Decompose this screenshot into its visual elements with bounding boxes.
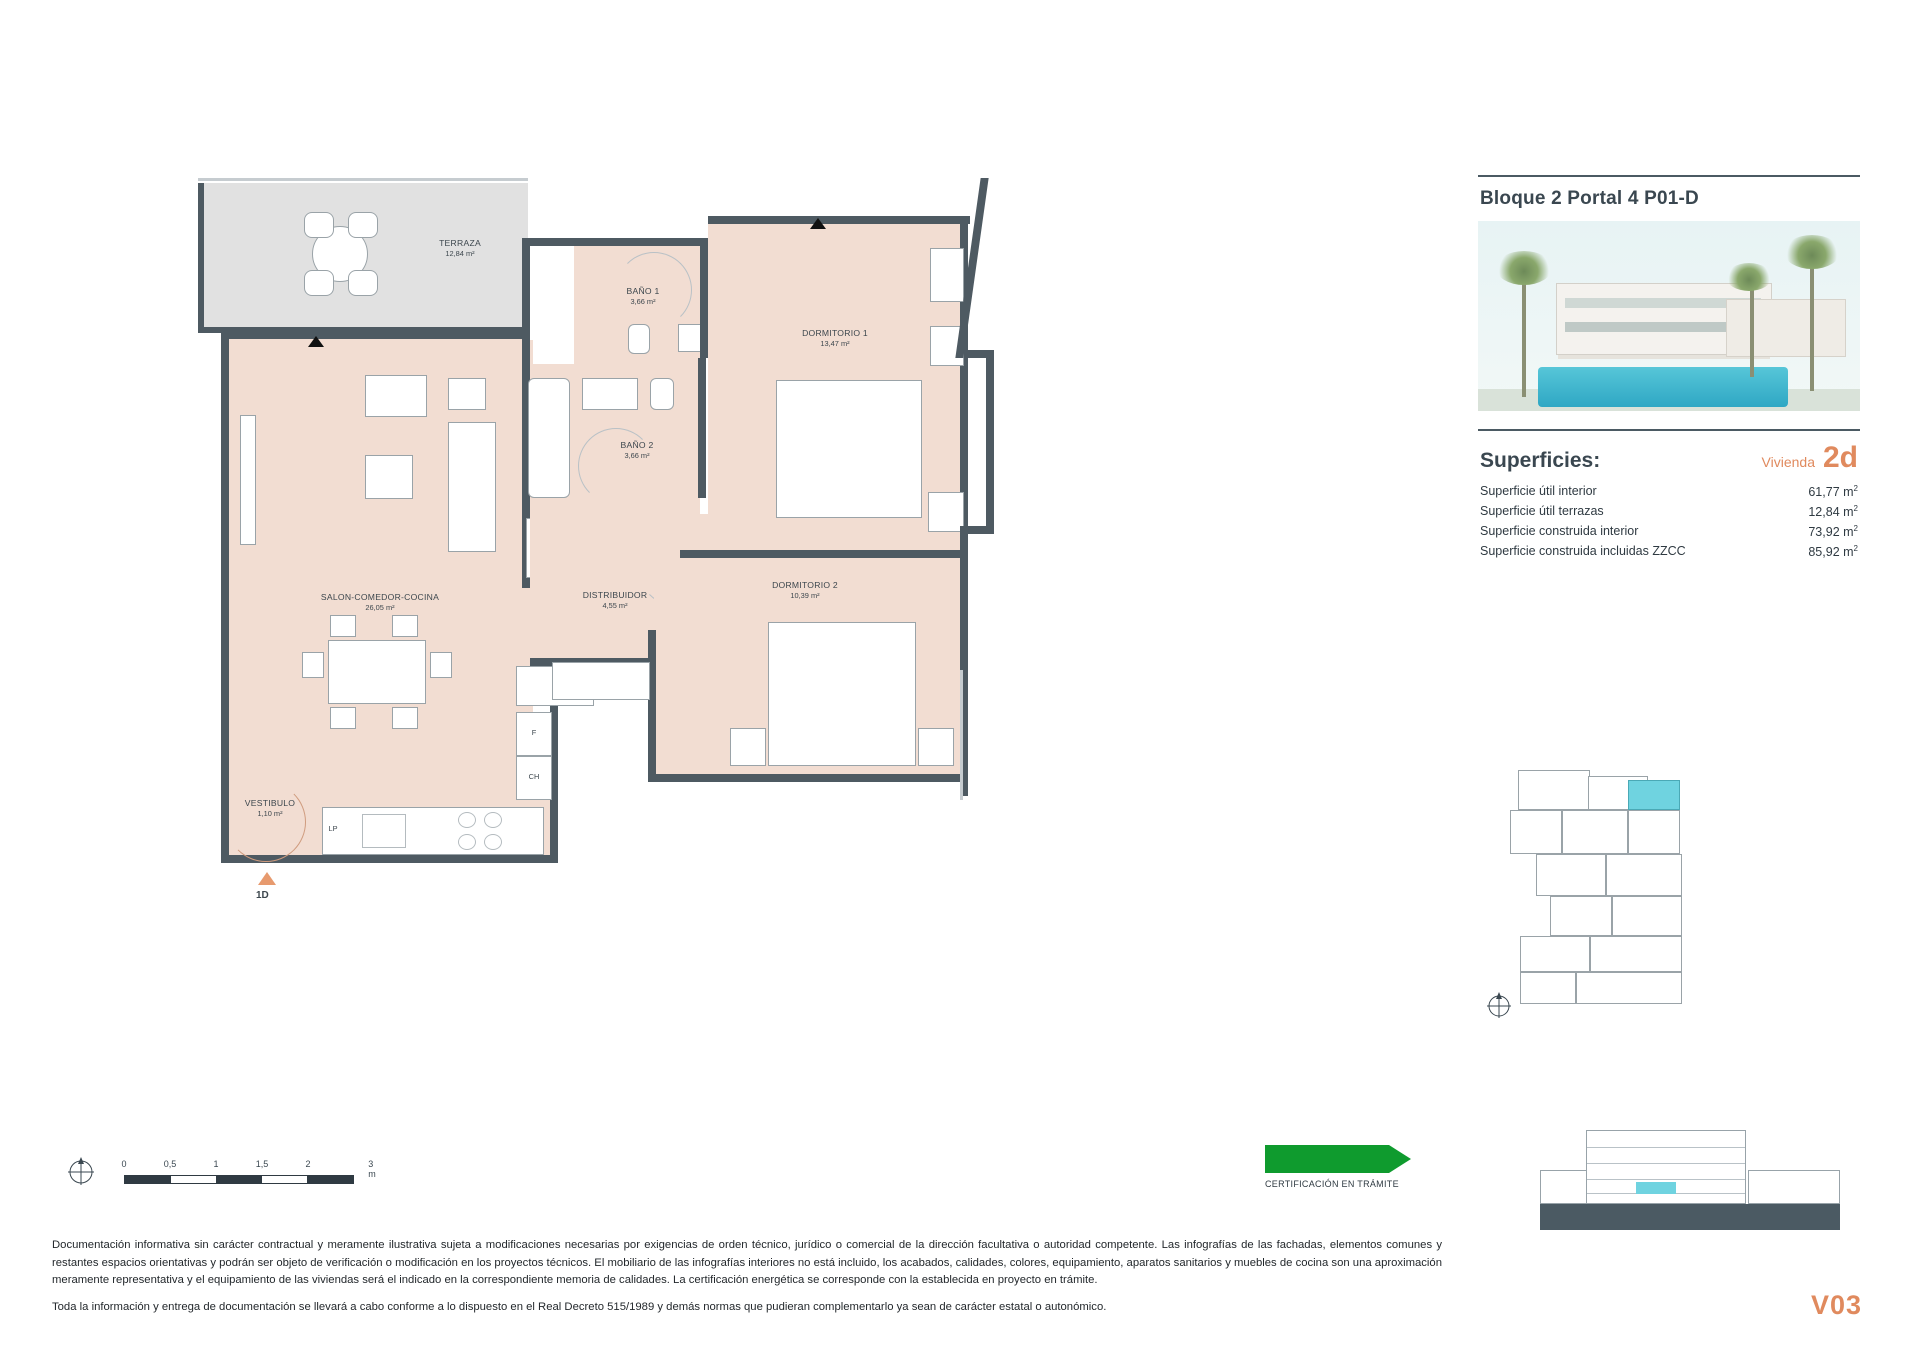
surface-label: Superficie construida interior xyxy=(1480,523,1639,538)
toilet-bano2 xyxy=(650,378,674,410)
toilet-bano1 xyxy=(628,324,650,354)
bath-window-niche xyxy=(530,250,570,340)
dining-chair xyxy=(330,707,356,729)
key-plan-block xyxy=(1520,972,1576,1004)
vivienda-label: Vivienda xyxy=(1761,454,1815,470)
nightstand xyxy=(930,248,964,302)
door-swing-bano1 xyxy=(616,252,692,328)
key-plan-block xyxy=(1536,854,1606,896)
room-label-bano1: BAÑO 1 3,66 m² xyxy=(626,286,660,306)
key-plan-block xyxy=(1520,936,1590,972)
legal-disclaimer xyxy=(52,1237,1442,1325)
elevation-wing-right xyxy=(1748,1170,1840,1204)
wall-outer-right-lower xyxy=(986,350,994,532)
disclaimer-paragraph-2: Toda la información y entrega de documentación se llevará a cabo conforme a lo dispuesto en el Real Decreto 515/1989 y demás normas que pudieran complementarlo ya sean de carácter estatal o autonómico. xyxy=(52,1300,1107,1313)
scale-tick: 2 xyxy=(305,1159,311,1169)
dining-chair xyxy=(392,707,418,729)
scale-segment xyxy=(308,1176,353,1183)
wall-core-right2 xyxy=(698,358,706,498)
entrance-label: 1D xyxy=(256,890,269,901)
surface-value: 12,84 $m^2$ xyxy=(1808,503,1858,519)
coffee-table xyxy=(240,415,256,545)
elevation-wing-left xyxy=(1540,1170,1588,1204)
surface-row xyxy=(1478,541,1860,561)
elevation-ground xyxy=(1540,1204,1840,1230)
surface-row xyxy=(1478,481,1860,501)
scale-segment xyxy=(171,1176,217,1183)
vivienda-code: 2d xyxy=(1822,441,1858,474)
sheet-code: V03 xyxy=(1810,1290,1862,1320)
kitchen-hob-burner xyxy=(458,834,476,850)
wardrobe-dorm2 xyxy=(552,662,650,700)
wall-dorm2-bottom xyxy=(648,774,968,782)
appliance-ch-label: CH xyxy=(528,772,540,781)
bed-dorm1 xyxy=(776,380,922,518)
room-label-dorm1: DORMITORIO 1 13,47 m² xyxy=(802,328,868,348)
key-plan-block xyxy=(1606,854,1682,896)
kitchen-counter xyxy=(322,807,544,855)
sofa xyxy=(448,378,486,410)
wall-dorm2-left xyxy=(648,630,656,780)
nightstand xyxy=(730,728,766,766)
sofa-long xyxy=(448,422,496,552)
key-plan-block xyxy=(1518,770,1590,810)
certification-block xyxy=(1265,1145,1435,1201)
key-plan-block xyxy=(1628,810,1680,854)
room-label-distribuidor: DISTRIBUIDOR 4,55 m² xyxy=(582,590,648,610)
kitchen-hob-burner xyxy=(484,812,502,828)
scale-bar-graphic xyxy=(124,1175,354,1184)
key-plan-highlight xyxy=(1628,780,1680,810)
certification-label: CERTIFICACIÓN EN TRÁMITE xyxy=(1265,1179,1399,1189)
floor-plan xyxy=(230,200,1260,1090)
key-plan-block xyxy=(1510,810,1562,854)
room-label-bano2: BAÑO 2 3,66 m² xyxy=(620,440,654,460)
scale-segment xyxy=(262,1176,308,1183)
washbasin-bano2 xyxy=(582,378,638,410)
wall-dorm1-bottom xyxy=(680,550,968,558)
window-direction-marker-living xyxy=(308,336,324,347)
appliance-f-label: F xyxy=(531,728,537,737)
window-direction-marker-dorm1 xyxy=(810,218,826,229)
surface-label: Superficie útil interior xyxy=(1480,483,1597,498)
surface-row xyxy=(1478,521,1860,541)
terrace-chair xyxy=(304,270,334,296)
room-label-vestibulo: VESTIBULO 1,10 m² xyxy=(244,798,296,818)
terrace-wall-left xyxy=(198,183,204,333)
wall-kitchen-right xyxy=(550,800,558,863)
energy-rating-arrow-icon xyxy=(1265,1145,1389,1173)
door-swing-bano2 xyxy=(578,428,654,504)
disclaimer-paragraph-1: Documentación informativa sin carácter contractual y meramente ilustrativa sujeta a modificaciones necesarias por exigencias de orden técnico, jurídico o comercial de la dirección facultativa o autoridad competente. Las infografías de las fachadas, elementos comunes y restantes espacios orientativas y podrán ser objeto de verificación o modificación en los proyectos técnicos. El mobiliario de las infografías interiores no está incluido, los acabados, calidades, colores, equipamiento, aparatos sanitarios y muebles de cocina son una aproximación meramente representativa y el equipamiento de las viviendas será el indicado en la correspondiente memoria de calidades. La certificación energética se corresponde con la establecida en proyecto en trámite. xyxy=(52,1239,1442,1286)
key-plan-block xyxy=(1550,896,1612,936)
surface-label: Superficie útil terrazas xyxy=(1480,503,1604,518)
dining-chair xyxy=(430,652,452,678)
wall-dorm1-top xyxy=(708,216,970,224)
scale-segment xyxy=(217,1176,263,1183)
scale-tick: 3 m xyxy=(368,1159,376,1179)
scale-tick: 0 xyxy=(121,1159,127,1169)
facade-line-right xyxy=(960,670,963,800)
scale-tick: 0,5 xyxy=(163,1159,177,1169)
scale-bar xyxy=(64,1145,404,1197)
dining-chair xyxy=(302,652,324,678)
bed-dorm2 xyxy=(768,622,916,766)
kitchen-hob-burner xyxy=(458,812,476,828)
terrace-chair xyxy=(348,212,378,238)
bathtub xyxy=(528,378,570,498)
room-label-terraza: TERRAZA 12,84 m² xyxy=(439,238,481,258)
superficies-title: Superficies: xyxy=(1480,449,1601,472)
room-label-salon: SALON-COMEDOR-COCINA 26,05 m² xyxy=(320,592,440,612)
key-plan xyxy=(1510,770,1860,1030)
vivienda-badge xyxy=(1762,443,1858,473)
kitchen-sink xyxy=(362,814,406,848)
scale-tick: 1,5 xyxy=(255,1159,269,1169)
door-swing-entrance xyxy=(226,782,306,862)
dining-table xyxy=(328,640,426,704)
armchair xyxy=(365,455,413,499)
kitchen-hob-burner xyxy=(484,834,502,850)
nightstand xyxy=(918,728,954,766)
render-building-side xyxy=(1726,299,1846,357)
page-title: Bloque 2 Portal 4 P01-D xyxy=(1480,188,1699,209)
terrace-chair xyxy=(304,212,334,238)
elevation-floor-line xyxy=(1587,1163,1745,1164)
sideboard xyxy=(365,375,427,417)
wardrobe-dorm1 xyxy=(928,492,964,532)
surface-row xyxy=(1478,501,1860,521)
key-plan-block xyxy=(1576,972,1682,1004)
building-render-image xyxy=(1478,221,1860,411)
surface-value: 73,92 $m^2$ xyxy=(1808,523,1858,539)
superficies-header xyxy=(1478,431,1860,481)
appliance-lp: LP xyxy=(328,824,338,833)
room-label-dorm2: DORMITORIO 2 10,39 m² xyxy=(772,580,838,600)
surface-value: 61,77 $m^2$ xyxy=(1808,483,1858,499)
surface-label: Superficie construida incluidas ZZCC xyxy=(1480,543,1686,558)
elevation-floor-line xyxy=(1587,1147,1745,1148)
scale-segment xyxy=(125,1176,171,1183)
north-arrow-key-plan xyxy=(1483,990,1515,1022)
key-plan-block xyxy=(1612,896,1682,936)
wall-core-right xyxy=(700,238,708,358)
entrance-marker xyxy=(258,872,276,885)
terrace-rail xyxy=(198,178,528,181)
terrace-chair xyxy=(348,270,378,296)
key-plan-block xyxy=(1562,810,1628,854)
dining-chair xyxy=(392,615,418,637)
key-plan-block xyxy=(1590,936,1682,972)
surface-value: 85,92 $m^2$ xyxy=(1808,543,1858,560)
dining-chair xyxy=(330,615,356,637)
superficies-list xyxy=(1478,481,1860,562)
scale-tick: 1 xyxy=(213,1159,219,1169)
wall-living-top xyxy=(221,333,533,339)
elevation-highlight-floor xyxy=(1636,1182,1676,1194)
building-elevation-diagram xyxy=(1540,1110,1840,1230)
elevation-floor-line xyxy=(1587,1179,1745,1180)
wall-living-left xyxy=(221,333,229,863)
